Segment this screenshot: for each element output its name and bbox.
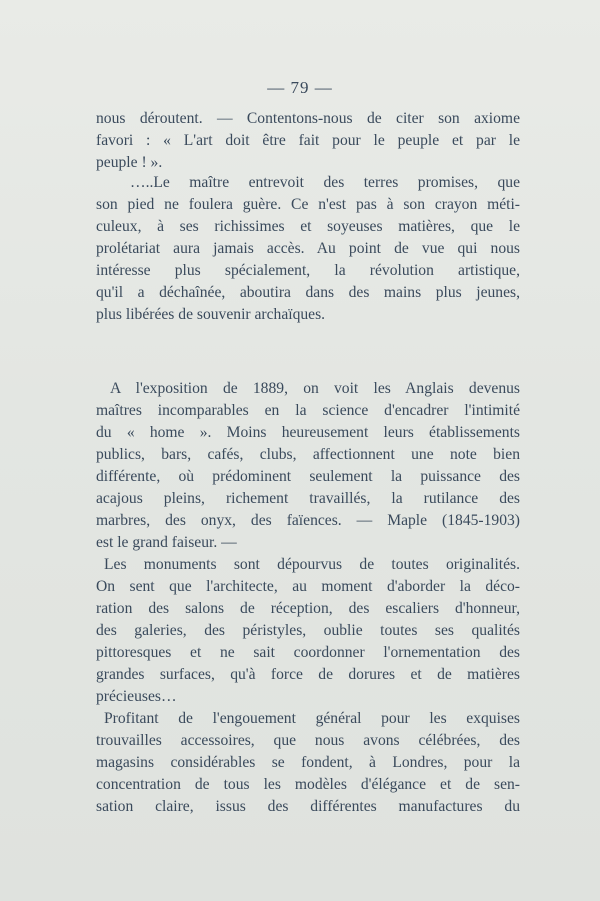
text-line: magasins considérables se fondent, à Londres, pour la <box>96 754 520 771</box>
text-line: maîtres incomparables en la science d'encadrer l'intimité <box>96 402 520 419</box>
text-line: publics, bars, cafés, clubs, affectionnent une note bien <box>96 446 520 463</box>
text-line: ration des salons de réception, des escaliers d'honneur, <box>96 600 520 617</box>
text-line: A l'exposition de 1889, on voit les Anglais devenus <box>110 380 520 397</box>
text-line: favori : « L'art doit être fait pour le peuple et par le <box>96 132 520 149</box>
text-line: marbres, des onyx, des faïences. — Maple (1845-1903) <box>96 512 520 529</box>
text-line: peuple ! ». <box>96 154 163 171</box>
text-line: différente, où prédominent seulement la puissance des <box>96 468 520 485</box>
text-line: On sent que l'architecte, au moment d'aborder la déco- <box>96 578 520 595</box>
text-line: plus libérées de souvenir archaïques. <box>96 306 326 323</box>
text-line: acajous pleins, richement travaillés, la rutilance des <box>96 490 520 507</box>
text-line: du « home ». Moins heureusement leurs établissements <box>96 424 520 441</box>
text-line: prolétariat aura jamais accès. Au point de vue qui nous <box>96 240 520 257</box>
text-line: est le grand faiseur. — <box>96 534 237 551</box>
text-line: nous déroutent. — Contentons-nous de citer son axiome <box>96 110 520 127</box>
text-line: pittoresques et ne sait coordonner l'ornementation des <box>96 644 520 661</box>
page-number: — 79 — <box>267 78 333 97</box>
text-line: des galeries, des péristyles, oublie toutes ses qualités <box>96 622 520 639</box>
text-line: culeux, à ses richissimes et soyeuses matières, que le <box>96 218 520 235</box>
text-line: concentration de tous les modèles d'élégance et de sen- <box>96 776 520 793</box>
text-line: Profitant de l'engouement général pour les exquises <box>104 710 520 727</box>
text-line: son pied ne foulera guère. Ce n'est pas à son crayon méti- <box>96 196 520 213</box>
text-line: qu'il a déchaînée, aboutira dans des mains plus jeunes, <box>96 284 520 301</box>
text-line: précieuses… <box>96 688 177 705</box>
text-line: trouvailles accessoires, que nous avons célébrées, des <box>96 732 520 749</box>
text-line: grandes surfaces, qu'à force de dorures et de matières <box>96 666 520 683</box>
text-line: intéresse plus spécialement, la révolution artistique, <box>96 262 520 279</box>
text-line: Les monuments sont dépourvus de toutes originalités. <box>104 556 520 573</box>
text-line: sation claire, issus des différentes manufactures du <box>96 798 520 815</box>
text-line: …..Le maître entrevoit des terres promises, que <box>130 174 520 191</box>
